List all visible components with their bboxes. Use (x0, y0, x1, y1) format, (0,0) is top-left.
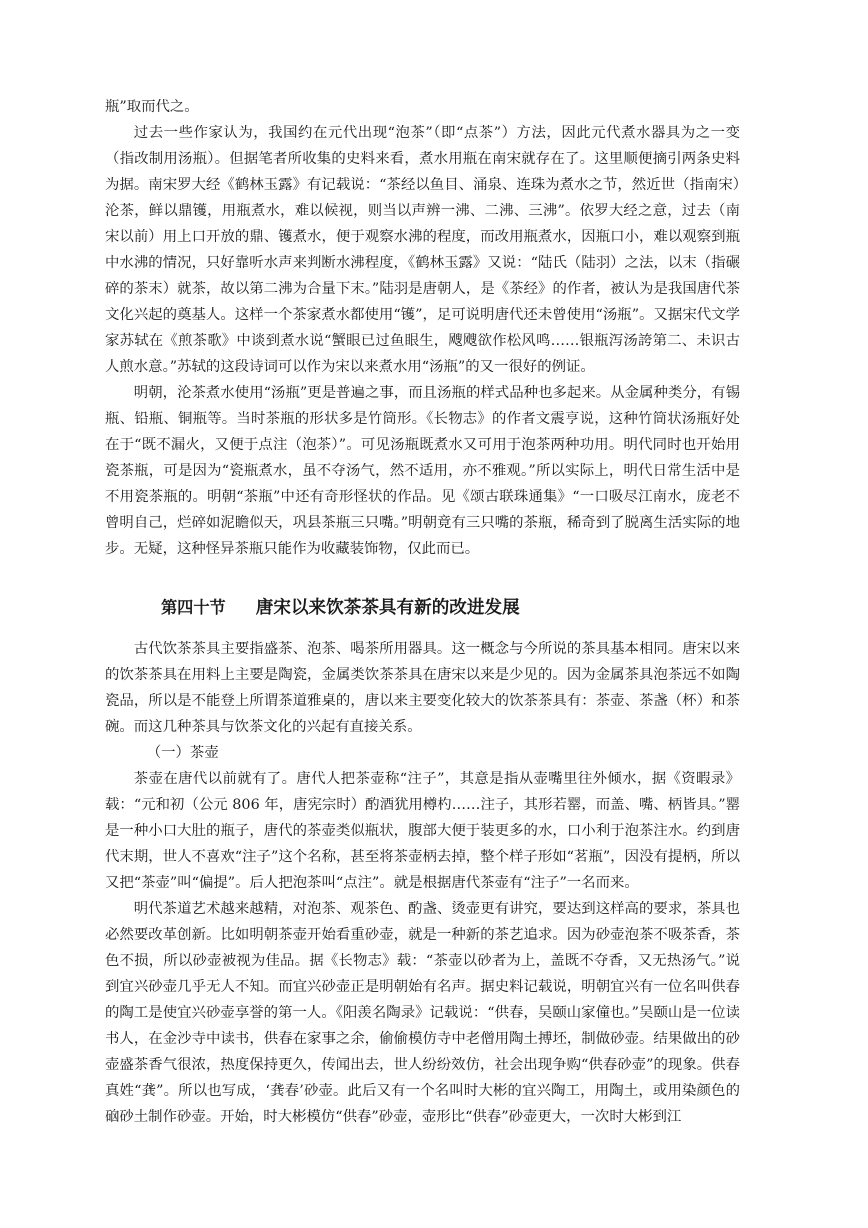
paragraph-ming-kettle: 明朝，沦茶煮水使用“汤瓶”更是普遍之事，而且汤瓶的样式品种也多起来。从金属种类分，有锡瓶、铅瓶、铜瓶等。当时茶瓶的形状多是竹筒形。《长物志》的作者文震亨说，这种竹筒状汤瓶好处在于“既不漏火，又便于点注（泡茶）”。可见汤瓶既煮水又可用于泡茶两种功用。明代同时也开始用瓷茶瓶，可是因为“瓷瓶煮水，虽不夺汤气，然不适用，亦不雅观。”所以实际上，明代日常生活中是不用瓷茶瓶的。明朝“茶瓶”中还有奇形怪状的作品。见《颂古联珠通集》“一口吸尽江南水，庞老不曾明自己，烂碎如泥瞻似天，巩县茶瓶三只嘴。”明朝竟有三只嘴的茶瓶，稀奇到了脱离生活实际的地步。无疑，这种怪异茶瓶只能作为收藏装饰物，仅此而已。 (105, 385, 740, 557)
paragraph-song-kettle: 过去一些作家认为，我国约在元代出现“泡茶”（即“点茶”）方法，因此元代煮水器具为之一变（指改制用汤瓶）。但据笔者所收集的史料来看，煮水用瓶在南宋就存在了。这里顺便摘引两条史料为据。南宋罗大经《鹤林玉露》有记载说：“茶经以鱼目、涌泉、连珠为煮水之节，然近世（指南宋）沦茶，鲜以鼎镬，用瓶煮水，难以候视，则当以声辨一沸、二沸、三沸”。依罗大经之意，过去（南宋以前）用上口开放的鼎、镬煮水，便于观察水沸的程度，而改用瓶煮水，因瓶口小，难以观察到瓶中水沸的情况，只好靠听水声来判断水沸程度，《鹤林玉露》又说：“陆氏（陆羽）之法，以末（指碾碎的茶末）就茶，故以第二沸为合量下末。”陆羽是唐朝人，是《茶经》的作者，被认为是我国唐代茶文化兴起的奠基人。这样一个茶家煮水都使用“镬”，足可说明唐代还未曾使用“汤瓶”。又据宋代文学家苏轼在《煎茶歌》中谈到煮水说“蟹眼已过鱼眼生，飕飕欲作松风鸣……银瓶泻汤誇第二、未识古人煎水意。”苏轼的这段诗词可以作为宋以来煮水用“汤瓶”的又一很好的例证。 (105, 125, 740, 375)
paragraph-tang-teapot: 茶壶在唐代以前就有了。唐代人把茶壶称“注子”，其意是指从壶嘴里往外倾水，据《资暇录》载：“元和初（公元 806 年，唐宪宗时）酌酒犹用樽杓……注子，其形若罂，而盖、嘴、柄皆具。”罂是一种小口大肚的瓶子，唐代的茶壶类似瓶状，腹部大便于装更多的水，口小利于泡茶注水。约到唐代末期，世人不喜欢“注子”这个名称，甚至将茶壶柄去掉，整个样子形如“茗瓶”，因没有提柄，所以又把“茶壶”叫“偏提”。后人把泡茶叫“点注”。就是根据唐代茶壶有“注子”一名而来。 (105, 771, 740, 891)
paragraph-continuation: 瓶”取而代之。 (105, 99, 199, 115)
subheading-teapot: （一）茶壶 (146, 745, 219, 761)
section-number: 第四十节 (161, 598, 226, 617)
section-heading (105, 595, 740, 621)
document-body (105, 94, 740, 1130)
section-title: 唐宋以来饮茶茶具有新的改进发展 (255, 598, 520, 618)
paragraph-ming-teapot: 明代茶道艺术越来越精，对泡茶、观茶色、酌盏、烫壶更有讲究，要达到这样高的要求，茶具也必然要改革创新。比如明朝茶壶开始看重砂壶，就是一种新的茶艺追求。因为砂壶泡茶不吸茶香，茶色不损，所以砂壶被视为佳品。据《长物志》载：“茶壶以砂者为上，盖既不夺香，又无热汤气。”说到宜兴砂壶几乎无人不知。而宜兴砂壶正是明朝始有名声。据史料记载说，明朝宜兴有一位名叫供春的陶工是使宜兴砂壶享誉的第一人。《阳羡名陶录》记载说：“供春，吴颐山家僮也。”吴颐山是一位读书人，在金沙寺中读书，供春在家事之余，偷偷模仿寺中老僧用陶土搏坯，制做砂壶。结果做出的砂壶盛茶香气很浓，热度保持更久，传闻出去，世人纷纷效仿，社会出现争购“供春砂壶”的现象。供春真姓“龚”。所以也写成，‘龚春’砂壶。此后又有一个名叫时大彬的宜兴陶工，用陶土，或用染颜色的硇砂土制作砂壶。开始，时大彬模仿“供春”砂壶，壶形比“供春”砂壶更大，一次时大彬到江 (105, 901, 740, 1125)
paragraph-intro: 古代饮茶茶具主要指盛茶、泡茶、喝茶所用器具。这一概念与今所说的茶具基本相同。唐宋以来的饮茶茶具在用料上主要是陶瓷，金属类饮茶茶具在唐宋以来是少见的。因为金属茶具泡茶远不如陶瓷品，所以是不能登上所谓茶道雅桌的，唐以来主要变化较大的饮茶茶具有：茶壶、茶盏（杯）和茶碗。而这几种茶具与饮茶文化的兴起有直接关系。 (105, 641, 740, 735)
